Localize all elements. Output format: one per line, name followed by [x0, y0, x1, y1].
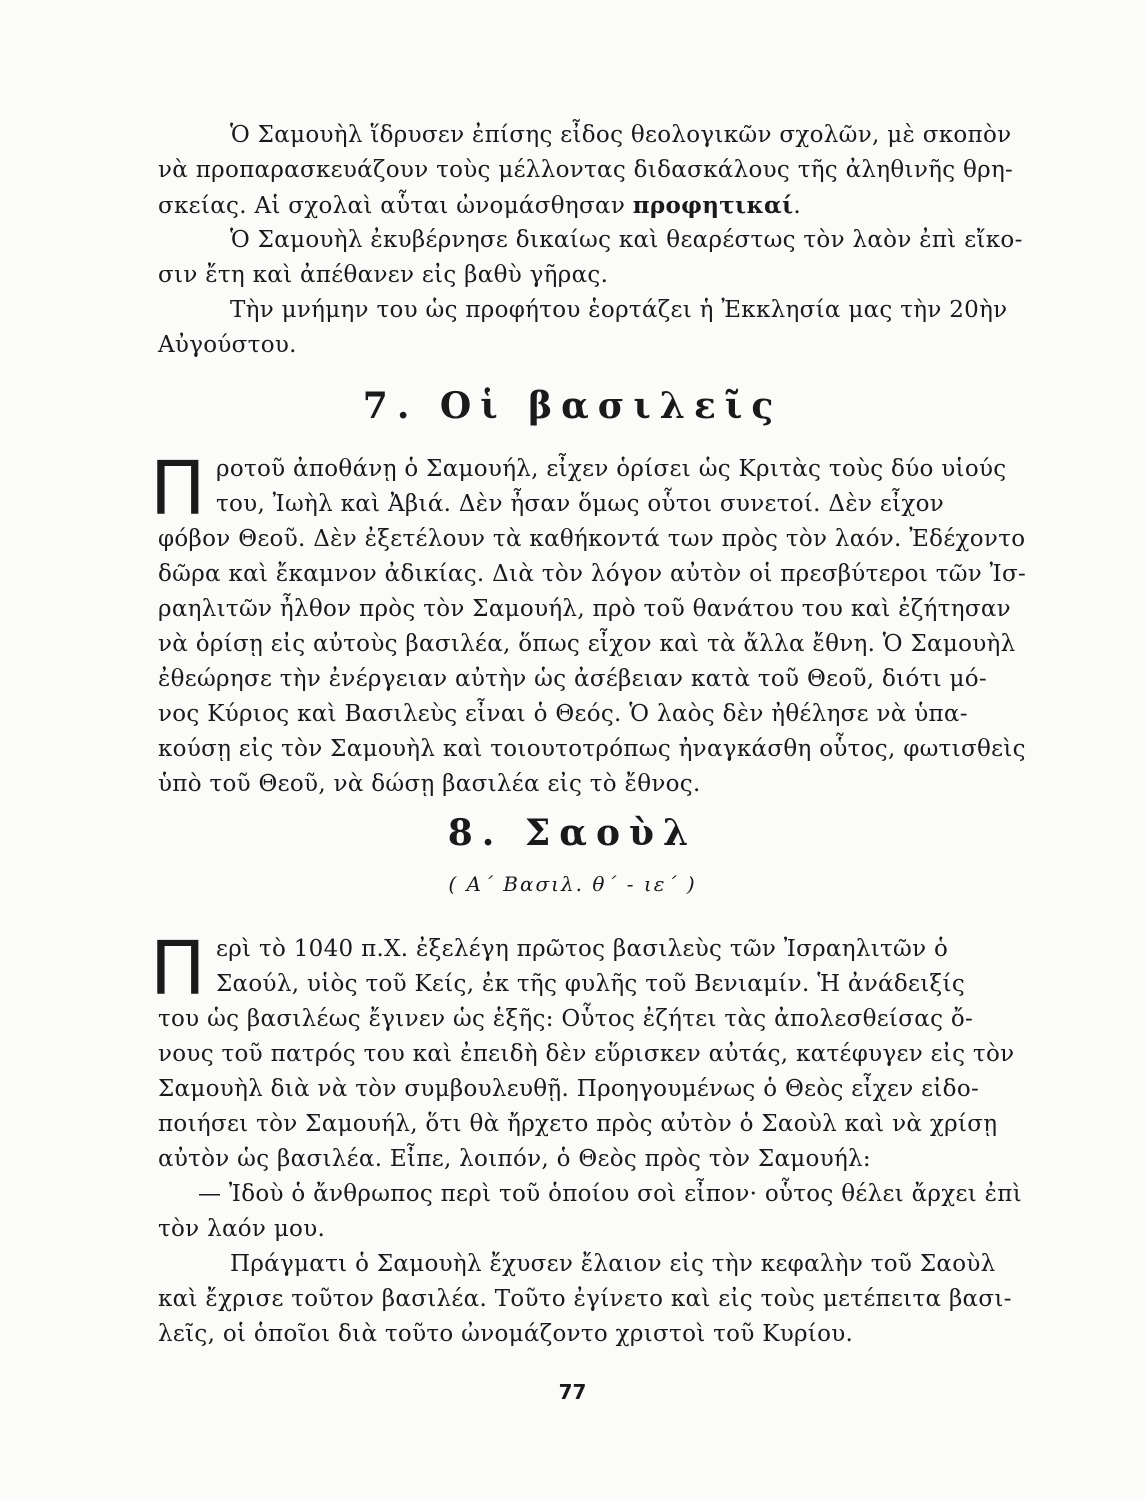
text-line: Πράγματι ὁ Σαμουὴλ ἔχυσεν ἔλαιον εἰς τὴν κεφαλὴν τοῦ Σαοὺλ: [230, 1251, 996, 1277]
text-line: ποιήσει τὸν Σαμουήλ, ὅτι θὰ ἤρχετο πρὸς αὐτὸν ὁ Σαοὺλ καὶ νὰ χρίσῃ: [158, 1111, 998, 1137]
text-line: ἐθεώρησε τὴν ἐνέργειαν αὐτὴν ὡς ἀσέβειαν κατὰ τοῦ Θεοῦ, διότι μό-: [158, 666, 988, 692]
text-line: λεῖς, οἱ ὁποῖοι διὰ τοῦτο ὠνομάζοντο χριστοὶ τοῦ Κυρίου.: [158, 1321, 854, 1347]
text-fragment: σκείας. Αἱ σχολαὶ αὗται ὠνομάσθησαν: [158, 193, 633, 219]
text-line: τὸν λαόν μου.: [158, 1216, 326, 1242]
text-line: Ὁ Σαμουὴλ ἵδρυσεν ἐπίσης εἶδος θεολογικῶν σχολῶν, μὲ σκοπὸν: [230, 122, 1012, 148]
text-line: σιν ἔτη καὶ ἀπέθανεν εἰς βαθὺ γῆρας.: [158, 262, 609, 288]
section-8-title: 8. Σαοὺλ: [447, 812, 698, 854]
section-8-paragraph: [158, 932, 1023, 1352]
text-fragment: .: [793, 193, 802, 219]
text-line: του ὡς βασιλέως ἔγινεν ὡς ἑξῆς: Οὗτος ἐζήτει τὰς ἀπολεσθείσας ὄ-: [158, 1006, 974, 1032]
text-line: ερὶ τὸ 1040 π.Χ. ἐξελέγη πρῶτος βασιλεὺς τῶν Ἰσραηλιτῶν ὁ: [216, 936, 949, 962]
text-line: νους τοῦ πατρός του καὶ ἐπειδὴ δὲν εὕρισκεν αὐτάς, κατέφυγεν εἰς τὸν: [158, 1041, 1015, 1067]
text-line: Τὴν μνήμην του ὡς προφήτου ἑορτάζει ἡ Ἐκκλησία μας τὴν 20ὴν: [230, 297, 1008, 323]
text-line: ραηλιτῶν ἦλθον πρὸς τὸν Σαμουήλ, πρὸ τοῦ θανάτου του καὶ ἐζήτησαν: [158, 596, 1011, 622]
dropcap: Π: [150, 926, 206, 1012]
text-line: Ὁ Σαμουὴλ ἐκυβέρνησε δικαίως καὶ θεαρέστως τὸν λαὸν ἐπὶ εἴκο-: [230, 227, 1023, 253]
text-line: — Ἰδοὺ ὁ ἄνθρωπος περὶ τοῦ ὁποίου σοὶ εἶπον· οὗτος θέλει ἄρχει ἐπὶ: [198, 1181, 1023, 1207]
text-line: νος Κύριος καὶ Βασιλεὺς εἶναι ὁ Θεός. Ὁ λαὸς δὲν ἠθέλησε νὰ ὑπα-: [158, 701, 968, 727]
text-line: Σαούλ, υἱὸς τοῦ Κείς, ἐκ τῆς φυλῆς τοῦ Βενιαμίν. Ἡ ἀνάδειξίς: [216, 971, 966, 997]
text-line: αὐτὸν ὡς βασιλέα. Εἶπε, λοιπόν, ὁ Θεὸς πρὸς τὸν Σαμουήλ:: [158, 1146, 871, 1172]
intro-paragraph: [158, 118, 1023, 363]
dropcap: Π: [150, 446, 206, 532]
text-line: νὰ προπαρασκευάζουν τοὺς μέλλοντας διδασκάλους τῆς ἀληθινῆς θρη-: [158, 157, 1014, 183]
scripture-reference: ( Α΄ Βασιλ. θ΄ - ιε΄ ): [448, 872, 697, 896]
text-line: φόβον Θεοῦ. Δὲν ἐξετέλουν τὰ καθήκοντά των πρὸς τὸν λαόν. Ἐδέχοντο: [158, 526, 1026, 552]
text-line: νὰ ὁρίσῃ εἰς αὐτοὺς βασιλέα, ὅπως εἶχον καὶ τὰ ἄλλα ἔθνη. Ὁ Σαμουὴλ: [158, 631, 1016, 657]
text-line: καὶ ἔχρισε τοῦτον βασιλέα. Τοῦτο ἐγίνετο καὶ εἰς τοὺς μετέπειτα βασι-: [158, 1286, 1012, 1312]
section-7-paragraph: [158, 452, 1027, 802]
section-7-title: 7. Οἱ βασιλεῖς: [362, 385, 783, 427]
bold-term: προφητικαί: [632, 192, 794, 219]
text-line: ροτοῦ ἀποθάνῃ ὁ Σαμουήλ, εἶχεν ὁρίσει ὡς Κριτὰς τοὺς δύο υἱούς: [216, 456, 1007, 482]
text-line: [158, 188, 970, 223]
page-number: 77: [558, 1380, 587, 1404]
text-line: του, Ἰωὴλ καὶ Ἀβιά. Δὲν ἦσαν ὅμως οὗτοι συνετοί. Δὲν εἶχον: [216, 491, 945, 517]
text-line: δῶρα καὶ ἔκαμνον ἀδικίας. Διὰ τὸν λόγον αὐτὸν οἱ πρεσβύτεροι τῶν Ἰσ-: [158, 561, 1027, 587]
text-line: Αὐγούστου.: [158, 332, 297, 358]
text-line: ὑπὸ τοῦ Θεοῦ, νὰ δώσῃ βασιλέα εἰς τὸ ἔθνος.: [158, 771, 701, 797]
text-line: Σαμουὴλ διὰ νὰ τὸν συμβουλευθῇ. Προηγουμένως ὁ Θεὸς εἶχεν εἰδο-: [158, 1076, 980, 1102]
text-line: κούσῃ εἰς τὸν Σαμουὴλ καὶ τοιουτοτρόπως ἠναγκάσθη οὗτος, φωτισθεὶς: [158, 736, 1026, 762]
